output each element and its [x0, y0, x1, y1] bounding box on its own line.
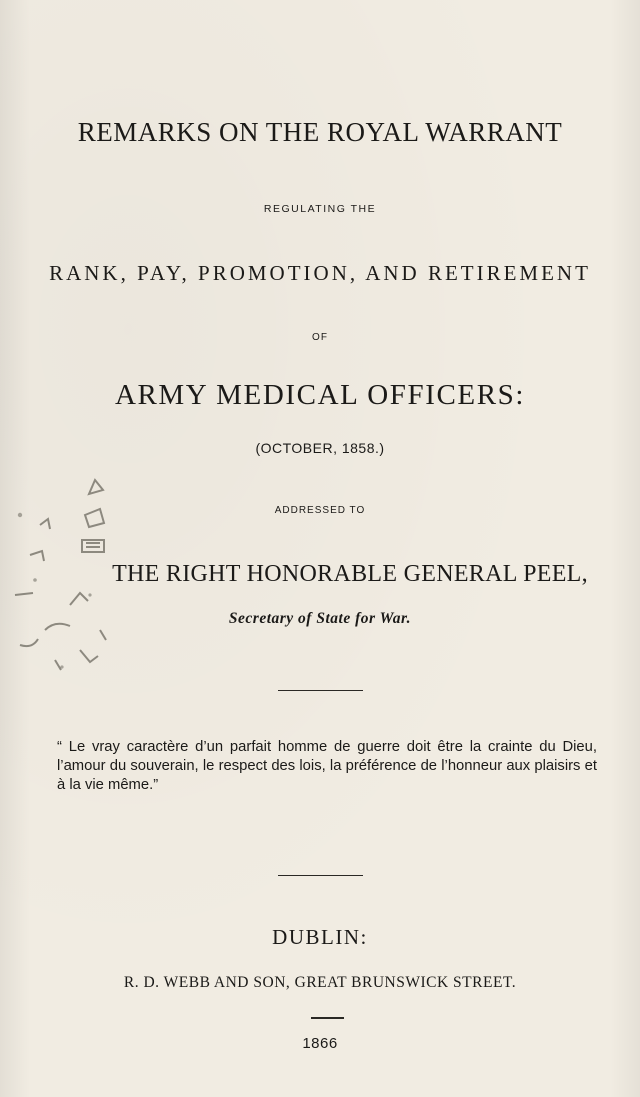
addressee-office: Secretary of State for War.: [228, 610, 412, 627]
subtitle-regulating: REGULATING THE: [263, 203, 377, 215]
main-heading: ARMY MEDICAL OFFICERS:: [114, 379, 526, 411]
library-stamp-icon: [0, 455, 130, 695]
addressee: THE RIGHT HONORABLE GENERAL PEEL,: [112, 561, 588, 587]
addressed-to: ADDRESSED TO: [274, 505, 366, 516]
subtitle-subject: RANK, PAY, PROMOTION, AND RETIREMENT: [49, 261, 591, 285]
date-line: (OCTOBER, 1858.): [255, 440, 385, 456]
imprint-year: 1866: [302, 1035, 338, 1052]
epigraph: “ Le vray caractère d’un parfait homme de guerre doit être la crainte du Dieu, l’amour du souverain, le respect des lois, la préférence de l’honneur aux plaisirs et à la vie même.”: [57, 739, 597, 793]
divider: [278, 875, 363, 876]
imprint-city: DUBLIN:: [272, 925, 368, 949]
divider: [278, 690, 363, 691]
book-title: REMARKS ON THE ROYAL WARRANT: [77, 117, 563, 147]
subtitle-of: OF: [312, 332, 328, 343]
divider: [311, 1017, 344, 1019]
imprint-publisher: R. D. WEBB AND SON, GREAT BRUNSWICK STREET.: [123, 974, 517, 991]
